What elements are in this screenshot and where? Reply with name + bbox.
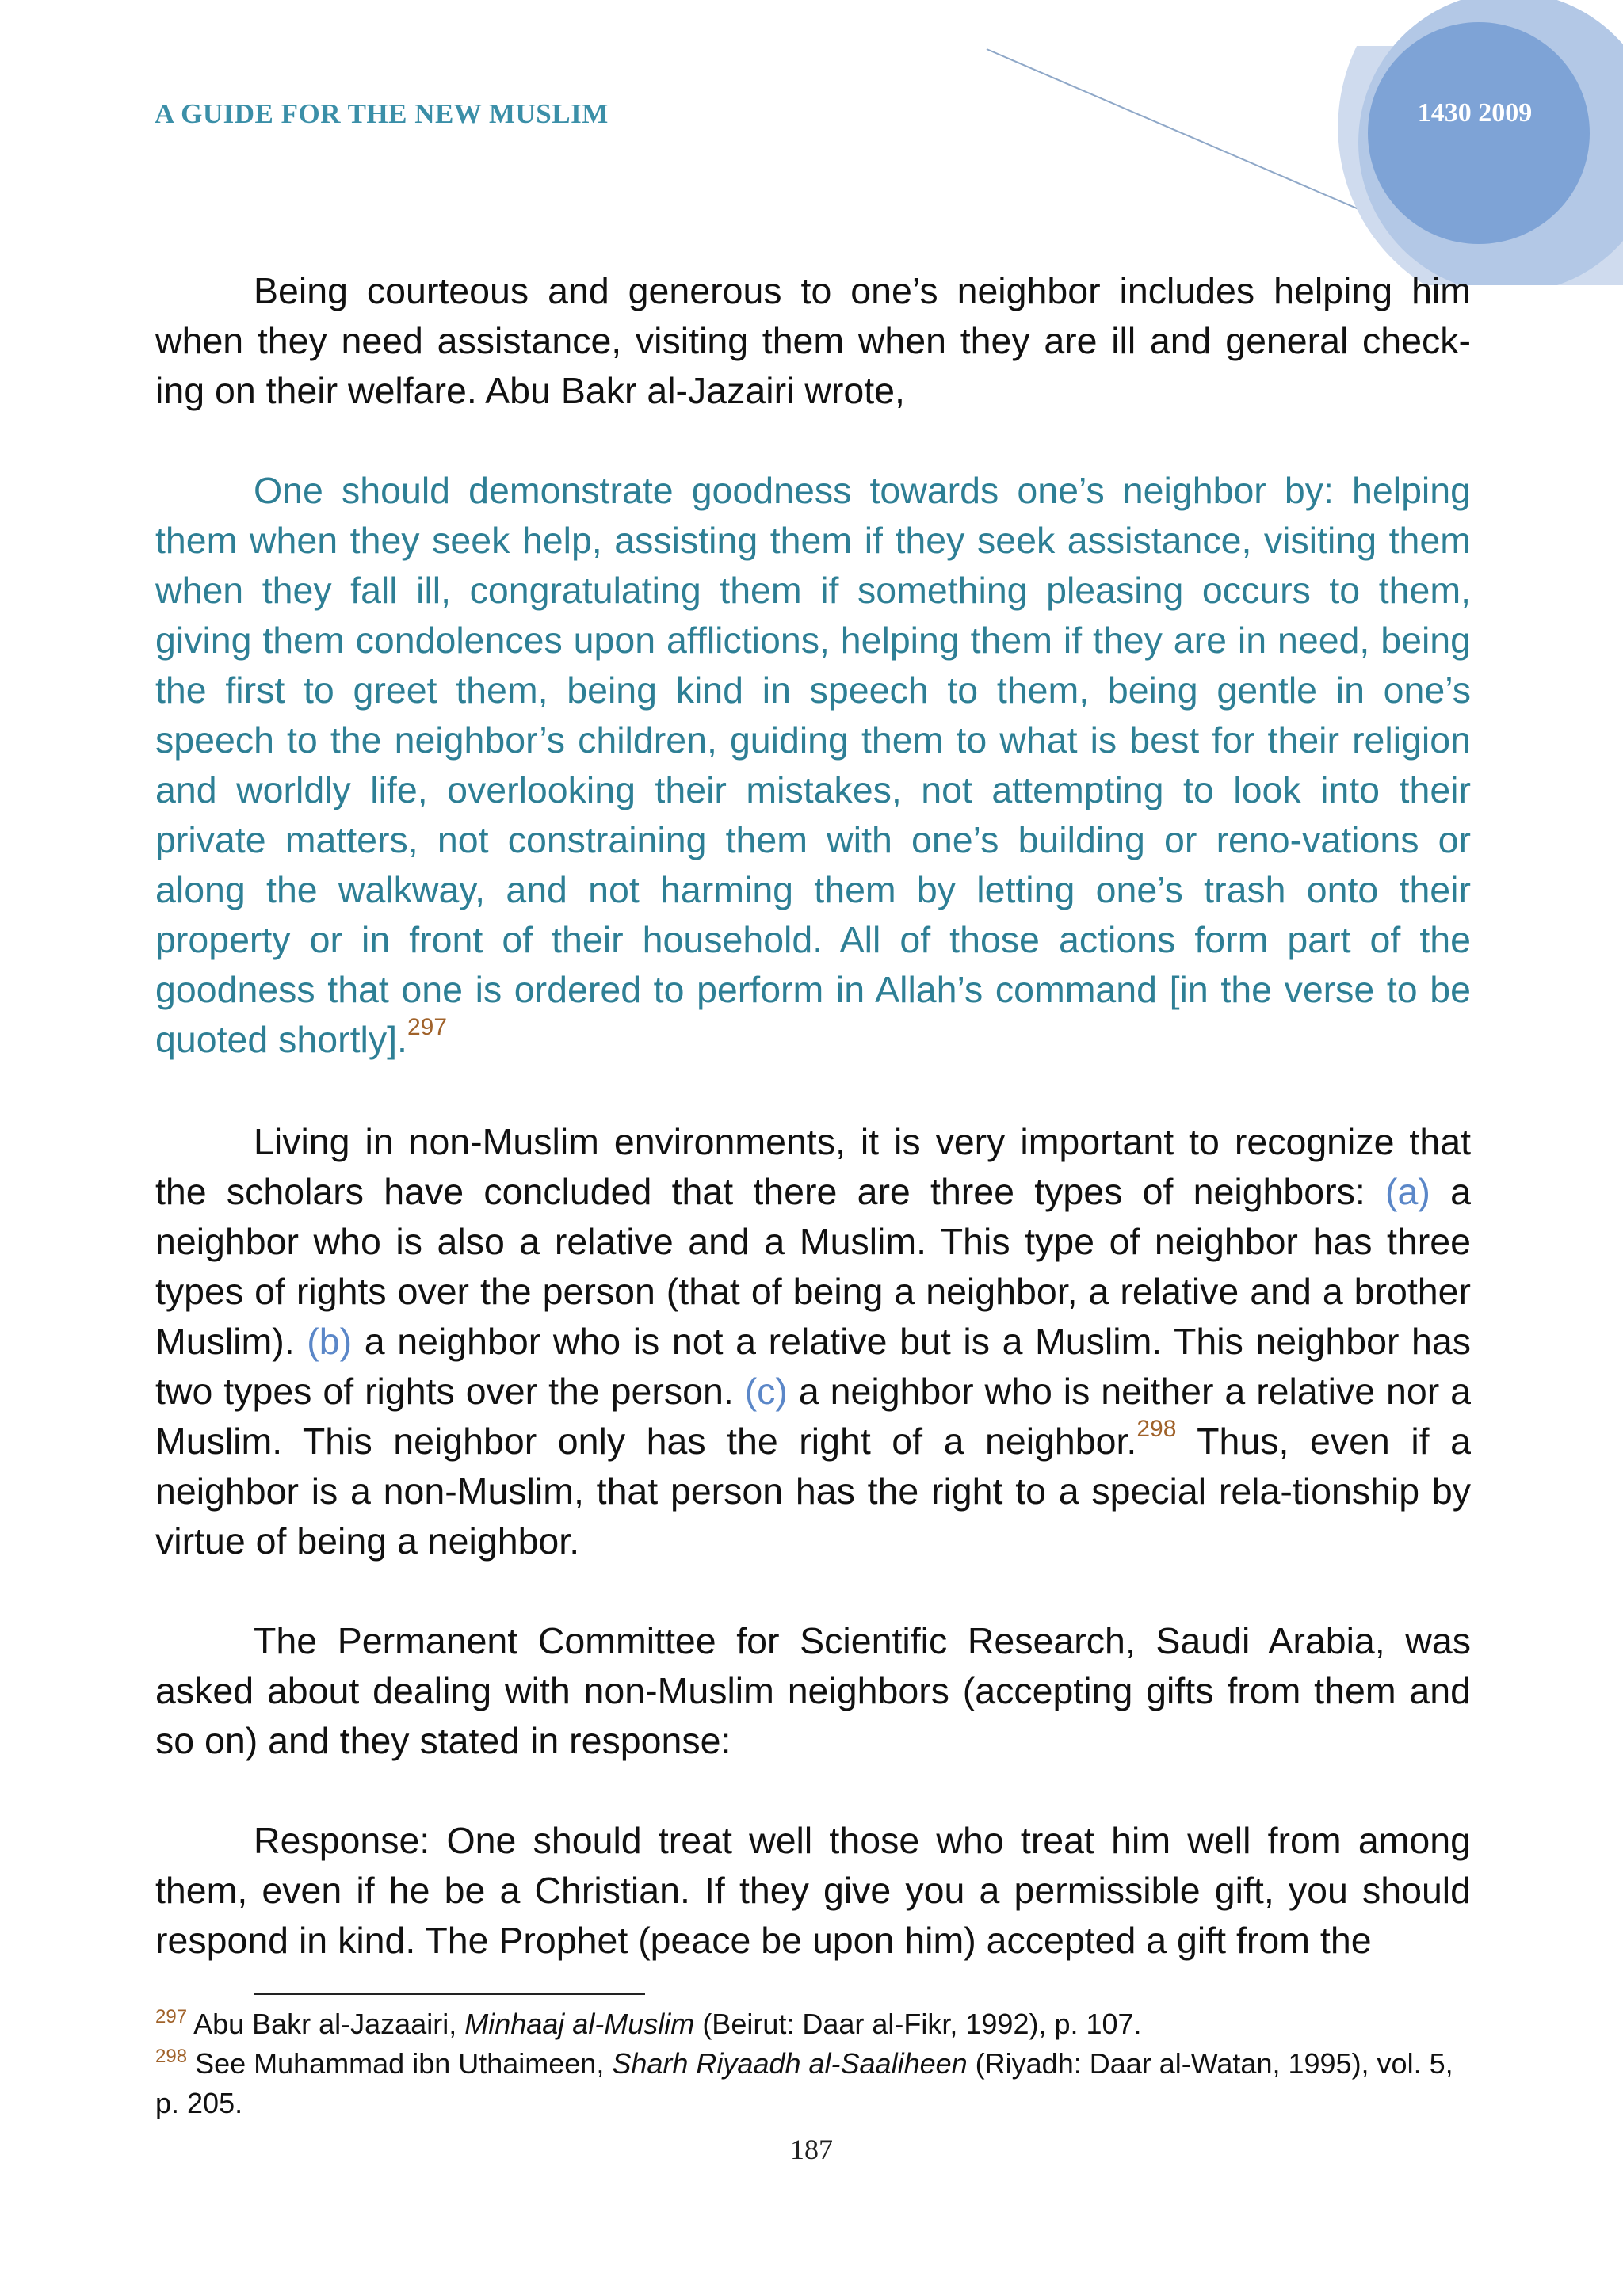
list-label-a: (a) [1385, 1171, 1430, 1212]
running-header-title: A GUIDE FOR THE NEW MUSLIM [155, 98, 609, 129]
footnote-ref-298[interactable]: 298 [1136, 1416, 1177, 1442]
footnote-book-title: Sharh Riyaadh al-Saaliheen [612, 2047, 968, 2080]
paragraph-3-part-4: a neighbor who is neither a relative nor a Muslim. This neighbor only has the right of a neighbor. [155, 1371, 1472, 1462]
paragraph-3-part-2: a neighbor who is also a relative and a Muslim. This type of neighbor has three types of rights over the person (that of being a neighbor, a relative and a brother Muslim). [155, 1171, 1472, 1362]
paragraph-5: Response: One should treat well those who treat him well from among them, even if he be a Christian. If they give you a permissible gift, you should respond in kind. The Prophet (peace be upon him) accepted a gift from the [155, 1820, 1471, 1961]
footnote-ref-297[interactable]: 297 [407, 1014, 448, 1040]
footnote-text-after: (Beirut: Daar al-Fikr, 1992), p. 107. [702, 2008, 1142, 2040]
footnote-book-title: Minhaaj al-Muslim [464, 2008, 695, 2040]
corner-ornament [0, 0, 1623, 285]
list-label-b: (b) [307, 1321, 353, 1362]
list-label-c: (c) [744, 1371, 788, 1412]
footnote-297 [155, 2004, 1471, 2044]
page-number: 187 [790, 2134, 833, 2165]
footnote-number: 297 [155, 2006, 188, 2027]
paragraph-1: Being courteous and generous to one’s neighbor includes helping him when they need assistance, visiting them when they are ill and general check-ing on their welfare. Abu Bakr al-Jazairi wrote, [155, 270, 1471, 411]
footnote-text-after: (Riyadh: Daar al-Watan, 1995), vol. 5, p. 205. [155, 2047, 1453, 2119]
block-quote [155, 466, 1471, 1065]
footnote-298 [155, 2044, 1471, 2123]
footnote-text-before: See Muhammad ibn Uthaimeen, [195, 2047, 605, 2080]
paragraph-3-part-5: Thus, even if a neighbor is a non-Muslim, that person has the right to a special rela-tionship by virtue of being a neighbor. [155, 1421, 1471, 1562]
block-quote-text: One should demonstrate goodness towards one’s neighbor by: helping them when they seek help, assisting them if they seek assistance, visiting them when they fall ill, congratulating them if something pleasing occurs to them, giving them condolences upon afflictions, helping them if they are in need, being the first to greet them, being kind in speech to them, being gentle in one’s speech to the neighbor’s children, guiding them to what is best for their religion and worldly life, overlooking their mistakes, not attempting to look into their private matters, not constraining them with one’s building or reno-vations or along the walkway, and not harming them by letting one’s trash onto their property or in front of their household. All of those actions form part of the goodness that one is ordered to perform in Allah’s command [in the verse to be quoted shortly]. [155, 470, 1471, 1060]
paragraph-3 [155, 1117, 1471, 1566]
footnote-separator [254, 1993, 645, 1995]
footnote-number: 298 [155, 2046, 188, 2067]
paragraph-4: The Permanent Committee for Scientific Research, Saudi Arabia, was asked about dealing with non-Muslim neighbors (accepting gifts from them and so on) and they stated in response: [155, 1620, 1471, 1761]
footnote-text-before: Abu Bakr al-Jazaairi, [193, 2008, 457, 2040]
corner-ornament-circle [1368, 22, 1590, 244]
paragraph-3-part-3: a neighbor who is not a relative but is a Muslim. This neighbor has two types of rights over the person. [155, 1321, 1472, 1412]
paragraph-3-part-1: Living in non-Muslim environments, it is very important to recognize that the scholars have concluded that there are three types of neighbors: [155, 1121, 1471, 1212]
running-header-year: 1430 2009 [1417, 98, 1533, 128]
